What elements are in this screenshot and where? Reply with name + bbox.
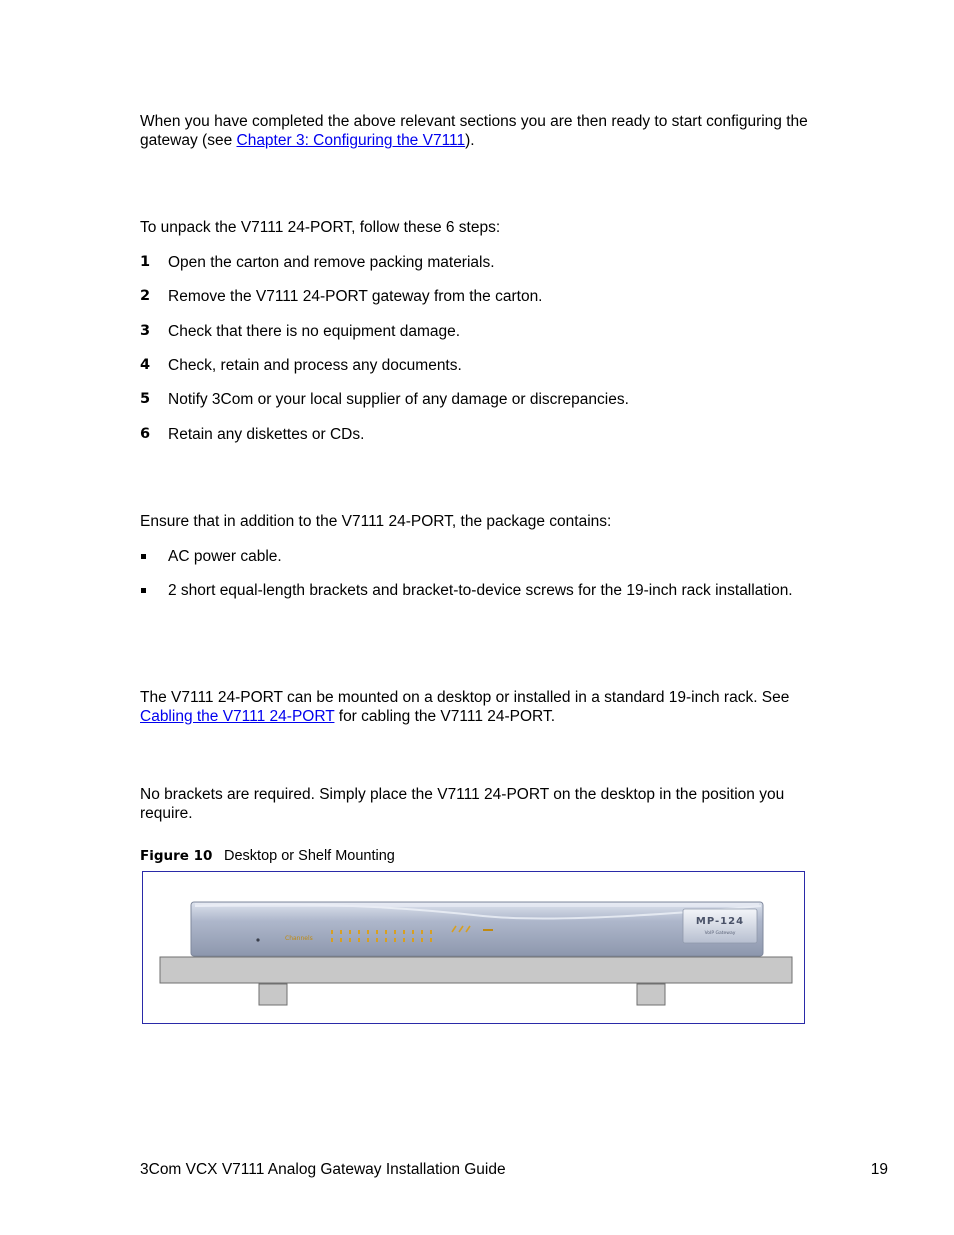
page-number: 19 [870, 1161, 888, 1178]
step-number: 6 [140, 426, 151, 442]
shelf-support-right [637, 984, 665, 1005]
figure-label: Figure 10 [140, 848, 213, 864]
channels-label: Channels [285, 935, 313, 942]
bullet-text: 2 short equal-length brackets and bracket-to-device screws for the 19-inch rack installation. [168, 582, 793, 599]
step-text: Check, retain and process any documents. [168, 357, 462, 374]
unpack-intro: To unpack the V7111 24-PORT, follow these 6 steps: [140, 219, 501, 236]
shelf-support-left [259, 984, 287, 1005]
mounting-text-end: for cabling the V7111 24-PORT. [334, 708, 556, 725]
bullet-item [140, 547, 800, 566]
shelf [160, 957, 792, 983]
desktop-paragraph: No brackets are required. Simply place the V7111 24-PORT on the desktop in the position you require. [140, 786, 785, 822]
cabling-link[interactable]: Cabling the V7111 24-PORT [140, 708, 335, 725]
step-text: Check that there is no equipment damage. [168, 323, 461, 340]
step-number: 4 [140, 357, 151, 373]
model-label: MP-124 [695, 916, 745, 927]
chapter-3-link[interactable]: Chapter 3: Configuring the V7111 [236, 132, 466, 149]
package-intro: Ensure that in addition to the V7111 24-PORT, the package contains: [140, 513, 612, 530]
figure-box [142, 871, 805, 1024]
model-sublabel: VoIP Gateway [704, 931, 736, 936]
bullet-square-icon [141, 588, 146, 593]
step-text: Open the carton and remove packing materials. [168, 254, 495, 271]
bullet-text: AC power cable. [168, 548, 282, 565]
step-number: 5 [140, 391, 151, 407]
mounting-text: The V7111 24-PORT can be mounted on a desktop or installed in a standard 19-inch rack. See [140, 689, 790, 706]
gateway-device [191, 902, 763, 956]
step-number: 2 [140, 288, 151, 304]
bullet-item [140, 581, 800, 619]
intro-text: When you have completed the above relevant sections you are then ready to start configuring the gateway (see [140, 113, 808, 149]
step-number: 1 [140, 254, 151, 270]
bullet-square-icon [141, 554, 146, 559]
intro-text-end: ). [465, 132, 475, 149]
mounting-paragraph [140, 688, 810, 726]
figure-caption [140, 847, 395, 865]
device-on-shelf-illustration [143, 872, 804, 1023]
step-number: 3 [140, 323, 151, 339]
step-text: Remove the V7111 24-PORT gateway from the carton. [168, 288, 543, 305]
footer-guide-title: 3Com VCX V7111 Analog Gateway Installation Guide [140, 1161, 506, 1178]
figure-title: Desktop or Shelf Mounting [224, 848, 395, 864]
power-led-icon [256, 938, 259, 941]
step-text: Notify 3Com or your local supplier of any damage or discrepancies. [168, 391, 629, 408]
intro-paragraph [140, 112, 820, 150]
step-text: Retain any diskettes or CDs. [168, 426, 365, 443]
